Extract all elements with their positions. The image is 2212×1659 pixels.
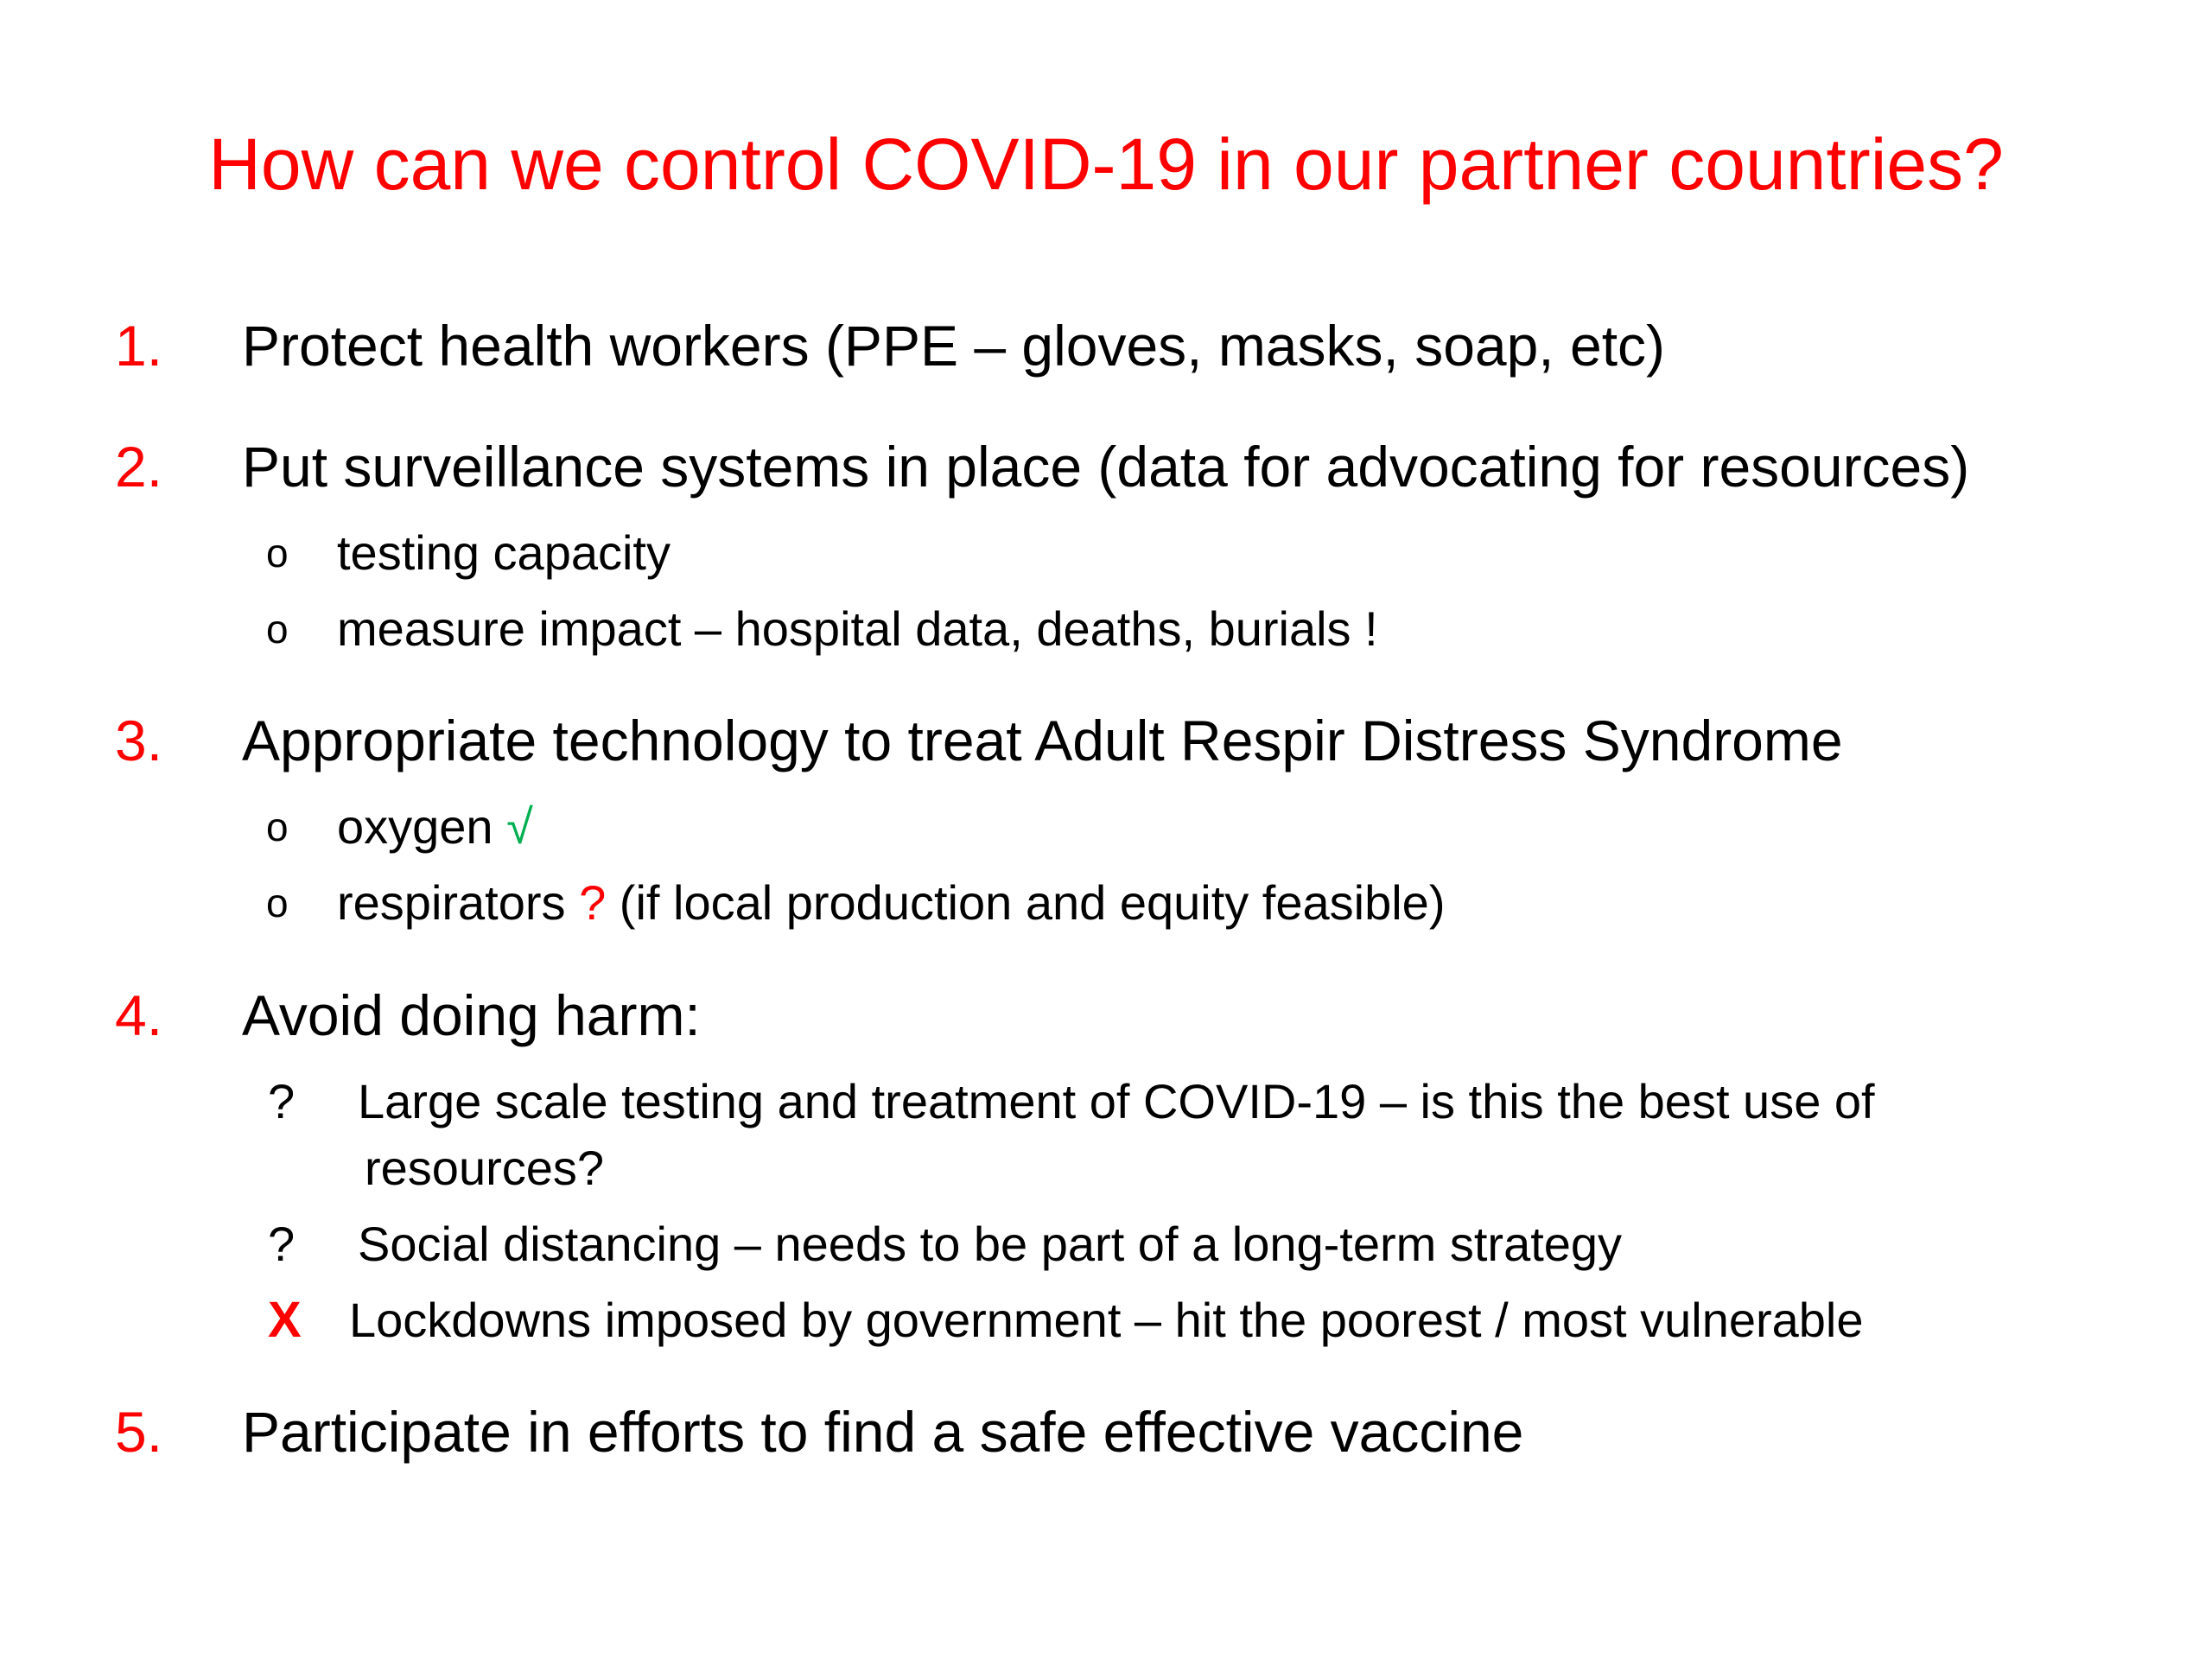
sub-item-text: [337, 792, 533, 861]
cross-mark-icon: X: [268, 1292, 302, 1348]
harm-item-text: Lockdowns imposed by government – hit the poorest / most vulnerable: [349, 1293, 1864, 1347]
sub-item-text: testing capacity: [337, 525, 671, 580]
check-mark-icon: √: [506, 799, 533, 854]
respirators-label: respirators: [337, 875, 566, 930]
item-number: 2.: [115, 435, 163, 499]
respirators-note: (if local production and equity feasible): [606, 875, 1446, 930]
slide-title: How can we control COVID-19 in our partner countries?: [208, 124, 2004, 205]
item-text: Avoid doing harm:: [242, 983, 701, 1047]
harm-item-text: resources?: [365, 1141, 605, 1195]
oxygen-label: oxygen: [337, 799, 493, 854]
harm-item-text: Social distancing – needs to be part of a long-term strategy: [358, 1217, 1623, 1271]
item-text: Protect health workers (PPE – gloves, masks, soap, etc): [242, 314, 1666, 378]
circle-bullet-icon: o: [266, 804, 289, 849]
item-text: Appropriate technology to treat Adult Respir Distress Syndrome: [242, 709, 1843, 772]
item-text: Participate in efforts to find a safe effective vaccine: [242, 1400, 1524, 1464]
sub-item-text: measure impact – hospital data, deaths, burials !: [337, 601, 1378, 656]
item-number: 4.: [115, 983, 163, 1047]
question-mark-icon: ?: [579, 875, 607, 930]
question-mark-icon: ?: [268, 1074, 296, 1128]
circle-bullet-icon: o: [266, 607, 289, 652]
sub-item-text: [337, 868, 1445, 938]
item-number: 5.: [115, 1400, 163, 1464]
item-number: 3.: [115, 709, 163, 772]
circle-bullet-icon: o: [266, 880, 289, 925]
item-text: Put surveillance systems in place (data for advocating for resources): [242, 435, 1970, 499]
question-mark-icon: ?: [268, 1217, 296, 1271]
item-number: 1.: [115, 314, 163, 378]
circle-bullet-icon: o: [266, 531, 289, 575]
harm-item-text: Large scale testing and treatment of COVID-19 – is this the best use of: [358, 1074, 1875, 1128]
